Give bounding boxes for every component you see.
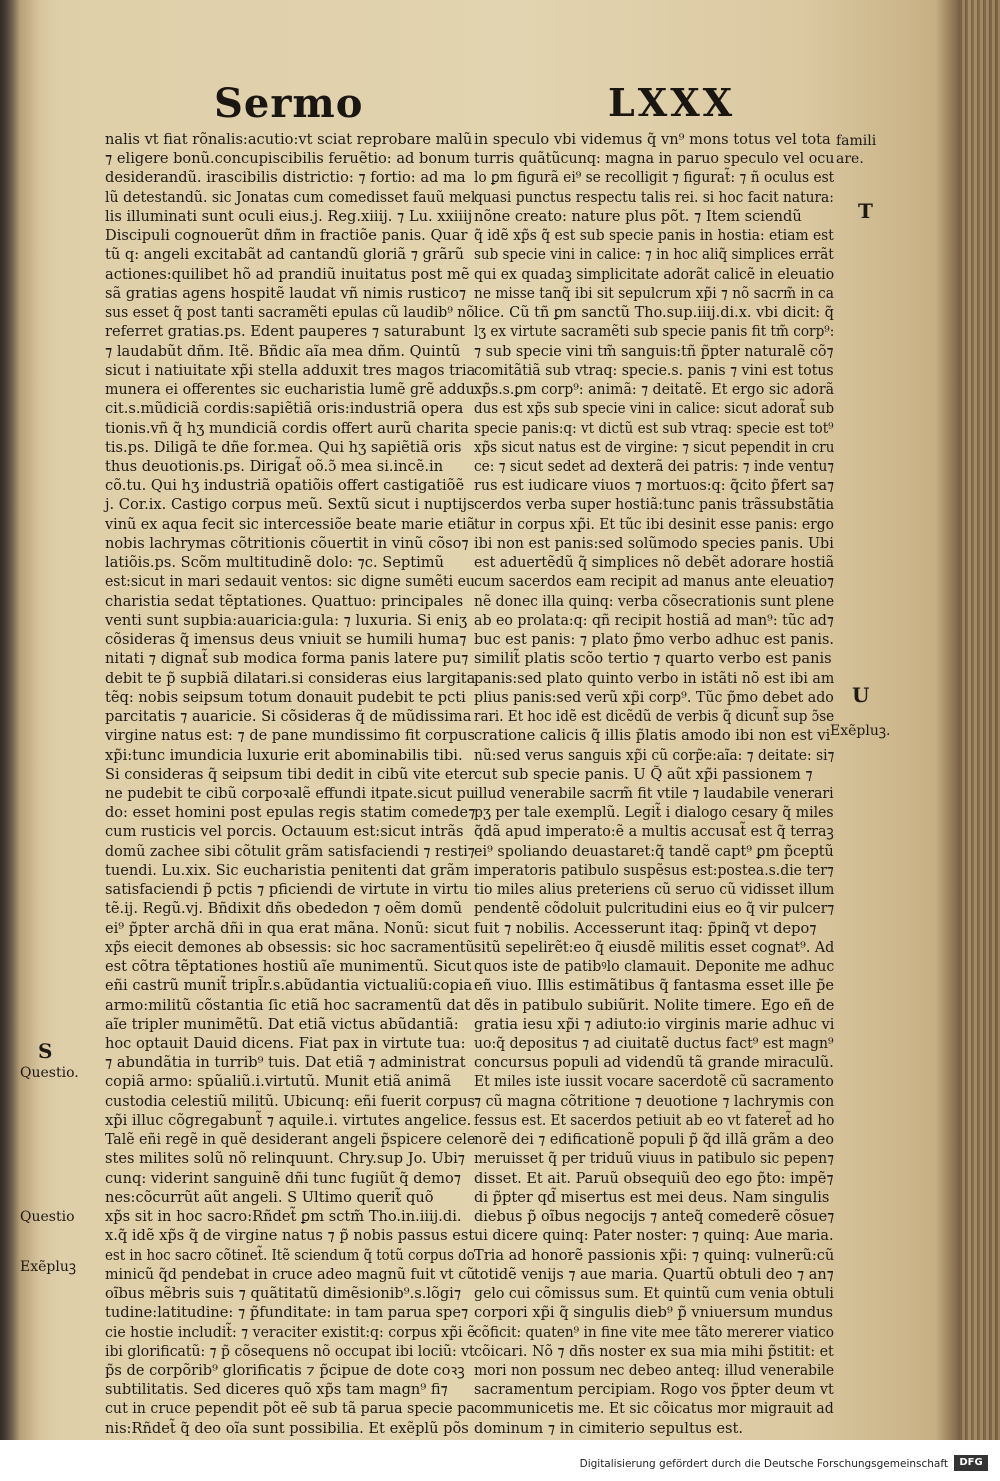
dfg-logo: DFG bbox=[954, 1455, 988, 1471]
text-line: q̃dã apud imperato:ẽ a multis accusat̃ est q̃ terraꝫ bbox=[474, 823, 834, 841]
text-line: ce: ⁊ sicut sedet ad dexterã dei patris: ⁊ inde ventu⁊ bbox=[474, 457, 835, 475]
text-line: in speculo vbi videmus q̃ vn⁹ mons totus vel tota bbox=[474, 131, 831, 148]
text-line: cõ.tu. Qui hʒ industriã opatiõis offert castigatiõẽ bbox=[105, 477, 465, 495]
text-line: mori non possum nec debeo anteq: illud venerabile bbox=[474, 1362, 835, 1379]
text-line: custodia celestiũ militũ. Ubicunq: eñi fuerit corpus bbox=[105, 1092, 475, 1110]
text-line: meruisset q̃ per triduũ viuus in patibulo sic pepen⁊ bbox=[474, 1150, 835, 1168]
text-line: rari. Et hoc idẽ est dicẽdũ de verbis q̃ dicunt̃ sup ɔ̃se bbox=[474, 708, 835, 726]
text-line: q̃ idẽ xp̃s q̃ est sub specie panis in hostia: etiam est bbox=[474, 227, 834, 245]
text-line: pʒ per tale exemplũ. Legit̃ i dialogo cesary q̃ miles bbox=[474, 804, 834, 822]
text-line: specie panis:q: vt dictũ est sub vtraq: specie est tot⁹ bbox=[474, 419, 834, 437]
text-line: ne pudebit te cibũ corpoꝛalẽ effundi itpate.sicut pu bbox=[105, 784, 476, 802]
text-line: ne misse tanq̃ ibi sit sepulcrum xp̃i ⁊ nõ sacrm̃ in ca bbox=[474, 284, 834, 302]
text-line: xp̃s sicut natus est de virgine: ⁊ sicut pependit in cru bbox=[474, 438, 835, 456]
text-line: ⁊ abundãtia in turrib⁹ tuis. Dat etiã ⁊ administrat bbox=[105, 1054, 466, 1072]
text-line: ⁊ sub specie vini tm̃ sanguis:tñ p̃pter naturalẽ cõ⁊ bbox=[474, 342, 834, 360]
text-line: tũ q: angeli excitabãt ad cantandũ gloriã ⁊ grãrũ bbox=[105, 246, 465, 264]
text-line: j. Cor.ix. Castigo corpus meũ. Sextũ sicut i nuptijs bbox=[105, 496, 475, 514]
text-line: cõsideras q̃ imensus deus vniuit se humili huma⁊ bbox=[105, 631, 467, 649]
text-line: minicũ q̃d pendebat in cruce adeo magnũ fuit vt cũ bbox=[105, 1265, 476, 1283]
margin-note-questio-2: Questio bbox=[20, 1209, 75, 1225]
text-line: actiones:quilibet hõ ad prandiũ inuitatus post mẽ bbox=[105, 265, 470, 283]
text-line: xp̃s eiecit demones ab obsessis: sic hoc sacramentũ bbox=[105, 938, 475, 956]
text-line: eñ viuo. Illis estimãtibus q̃ fantasma esset ille p̃e bbox=[474, 977, 835, 995]
text-line: cerdos verba super hostiã:tunc panis trãssubstãtia bbox=[474, 496, 835, 514]
text-line: cõficit: quaten⁹ in fine vite mee tãto mererer viatico bbox=[474, 1323, 834, 1341]
text-line: dominum ⁊ in cimiterio sepultus est. bbox=[474, 1419, 743, 1437]
text-line: ui dicere quinq: Pater noster: ⁊ quinq: Aue maria. bbox=[474, 1227, 834, 1245]
text-line: tuendi. Lu.xix. Sic eucharistia penitenti dat grãm bbox=[105, 861, 470, 879]
text-line: do: esset homini post epulas regis statim comede⁊ bbox=[105, 804, 476, 822]
text-line: est in hoc sacro cõtinet̃. Itẽ sciendum q̃ totũ corpus do bbox=[105, 1246, 475, 1264]
text-line: similit̃ platis scõo tertio ⁊ quarto verbo est panis bbox=[474, 650, 832, 668]
text-line: aĩe tripler munimẽtũ. Dat etiã victus abũdantiã: bbox=[105, 1015, 459, 1033]
text-line: xp̃s.s.ꝑm corp⁹: animã: ⁊ deitatẽ. Et ergo sic adorã bbox=[474, 381, 835, 399]
text-column-right bbox=[474, 130, 835, 1437]
text-line: corpori xp̃i q̃ singulis dieb⁹ p̃ vniuersum mundus bbox=[474, 1304, 833, 1322]
text-line: copiã armo: spũaliũ.i.virtutũ. Munit etiã animã bbox=[105, 1073, 452, 1091]
text-line: satisfaciendi p̃ pctis ⁊ pficiendi de virtute in virtu bbox=[105, 881, 469, 899]
text-line: cum sacerdos eam recipit ad manus ante eleuatio⁊ bbox=[474, 573, 835, 591]
text-line: cum rusticis vel porcis. Octauum est:sicut intrãs bbox=[105, 823, 464, 841]
text-line: sicut i natiuitate xp̃i stella adduxit tres magos tria bbox=[105, 361, 476, 379]
text-line: tionis.vñ q̃ hʒ mundiciã cordis offert aurũ charita bbox=[105, 419, 469, 437]
text-line: diebus p̃ oĩbus negocijs ⁊ anteq̃ comederẽ cõsue⁊ bbox=[474, 1208, 835, 1226]
text-line: charistia sedat tẽptationes. Quattuo: principales bbox=[105, 592, 464, 610]
text-line: gratia iesu xp̃i ⁊ adiuto:io virginis marie adhuc vi bbox=[474, 1015, 835, 1033]
text-line: gelo cui cõmissus sum. Et quintũ cum venia obtuli bbox=[474, 1285, 834, 1303]
text-line: pendentẽ cõdoluit pulcritudini eius eo q̃ vir pulcer⁊ bbox=[474, 900, 835, 918]
text-line: lo ꝑm figurã ei⁹ se recolligit ⁊ figurat̃: ⁊ ñ oculus est bbox=[474, 169, 835, 187]
text-line: xp̃s sit in hoc sacro:Rñdet̃ ꝑm sctm̃ Tho.in.iiij.di. bbox=[105, 1208, 462, 1226]
margin-note-line: famili bbox=[836, 133, 877, 149]
text-line: cõicari. Nõ ⁊ dñs noster ex sua mia mihi p̃stitit: et bbox=[474, 1342, 834, 1360]
text-line: sus esset q̃ post tanti sacramẽti epulas cũ laudib⁹ nõ bbox=[105, 304, 475, 322]
text-line: tis.ps. Diligã te dñe for.mea. Qui hʒ sapiẽtiã oris bbox=[105, 438, 462, 456]
running-header-right: LXXX bbox=[608, 80, 736, 125]
text-line: cit.s.mũdiciã cordis:sapiẽtiã oris:industriã opera bbox=[105, 400, 464, 418]
text-column-left bbox=[105, 130, 476, 1437]
text-line: fessus est. Et sacerdos petiuit ab eo vt fateret̃ ad ho bbox=[474, 1111, 835, 1129]
text-line: munera ei offerentes sic eucharistia lumẽ grẽ addu bbox=[105, 381, 475, 399]
text-line: domũ zachee sibi cõtulit grãm satisfaciendi ⁊ resti⁊ bbox=[105, 842, 475, 860]
text-line: quasi punctus respectu talis rei. si hoc facit natura: bbox=[474, 188, 834, 206]
text-line: qui ex quadaꝫ simplicitate adorãt calicẽ in eleuatio bbox=[474, 265, 835, 283]
text-line: virgine natus est: ⁊ de pane mundissimo fit corpus bbox=[105, 727, 475, 745]
running-header-left: Sermo bbox=[214, 80, 364, 127]
text-line: totidẽ venijs ⁊ aue maria. Quartũ obtuli deo ⁊ an⁊ bbox=[474, 1265, 834, 1283]
text-line: dus est xp̃s sub specie vini in calice: sicut adorat̃ sub bbox=[474, 400, 835, 418]
text-line: est cõtra tẽptationes hostiũ aĩe munimentũ. Sicut bbox=[105, 958, 472, 976]
margin-note-example: Exẽpluꝫ. bbox=[830, 723, 891, 739]
text-line: sub specie vini in calice: ⁊ in hoc aliq̃ simplices errãt bbox=[474, 246, 834, 264]
text-line: venti sunt supbia:auaricia:gula: ⁊ luxuria. Si eniʒ bbox=[105, 611, 468, 629]
page-edge bbox=[960, 0, 1000, 1440]
text-line: cie hostie includit̃: ⁊ veraciter existit:q: corpus xp̃i ẽ bbox=[105, 1323, 476, 1341]
margin-letter-t: T bbox=[858, 199, 873, 223]
text-line: lis illuminati sunt oculi eius.j. Reg.xiiij. ⁊ Lu. xxiiij bbox=[105, 207, 473, 225]
text-line: referret gratias.ps. Edent pauperes ⁊ saturabunt bbox=[105, 323, 465, 341]
margin-note-example-left: Exẽpluꝫ bbox=[20, 1259, 77, 1275]
text-line: oĩbus mẽbris suis ⁊ quãtitatũ dimẽsionib⁹.s.lõgi⁊ bbox=[105, 1285, 462, 1303]
text-line: est aduertẽdũ q̃ simplices nõ debẽt adorare hostiã bbox=[474, 554, 835, 572]
text-line: dẽs in patibulo subiũrit. Nolite timere. Ego eñ de bbox=[474, 996, 835, 1014]
text-line: nitati ⁊ dignat̃ sub modica forma panis latere pu⁊ bbox=[105, 650, 469, 668]
text-line: debit te p̃ supbiã dilatari.si consideras eius largita bbox=[105, 669, 476, 687]
text-line: tur in corpus xp̃i. Et tũc ibi desinit esse panis: ergo bbox=[474, 515, 834, 533]
text-line: xp̃i:tunc imundicia luxurie erit abominabilis tibi. bbox=[105, 746, 463, 764]
text-line: p̃s de corpõrib⁹ glorificatis ⁊ p̃cipue de dote coꝛꝫ bbox=[105, 1362, 465, 1379]
text-line: concursus populi ad videndũ tã grande miraculũ. bbox=[474, 1054, 834, 1072]
text-line: nis:Rñdet̃ q̃ deo oĩa sunt possibilia. Et exẽplũ põs bbox=[105, 1419, 469, 1437]
text-line: eñi castrũ munit̃ tripl̃r.s.abũdantia victualiũ:copia bbox=[105, 977, 473, 995]
text-line: hoc optauit Dauid dicens. Fiat pax in virtute tua: bbox=[105, 1035, 466, 1053]
text-line: Discipuli cognouerũt dñm in fractiõe panis. Quar bbox=[105, 227, 468, 245]
text-line: stes milites solũ nõ relinquunt. Chry.sup Jo. Ubi⁊ bbox=[105, 1150, 465, 1168]
text-line: lice. Cũ tñ ꝑm sanctũ Tho.sup.iiij.di.x. vbi dicit: q̃ bbox=[474, 304, 834, 322]
text-line: quos iste de patibꝰlo clamauit. Deponite me adhuc bbox=[474, 958, 835, 976]
text-line: tẽq: nobis seipsum totum donauit pudebit te pcti bbox=[105, 688, 466, 706]
text-line: fuit ⁊ nobilis. Accesserunt itaq: p̃pinq̃ vt depo⁊ bbox=[474, 919, 817, 937]
text-line: norẽ dei ⁊ edificationẽ populi p̃ q̃d illã grãm a deo bbox=[474, 1131, 834, 1149]
text-line: lũ detestandũ. sic Jonatas cum comedisset fauũ mel bbox=[105, 188, 476, 206]
text-line: nũ:sed verus sanguis xp̃i cũ corp̃e:aĩa: ⁊ deitate: si⁊ bbox=[474, 746, 835, 764]
text-line: panis:sed plato quinto verbo in istãti nõ est ibi am bbox=[474, 669, 835, 687]
text-line: est:sicut in mari sedauit ventos: sic digne sumẽti eu bbox=[105, 573, 475, 591]
text-line: tẽ.ij. Regũ.vj. Bñdixit dñs obededon ⁊ oẽm domũ bbox=[105, 900, 463, 918]
text-line: illud venerabile sacrm̃ fit vtile ⁊ laudabile venerari bbox=[474, 784, 834, 802]
text-line: imperatoris patibulo suspẽsus est:postea.s.die ter⁊ bbox=[474, 861, 834, 879]
margin-note-line: are. bbox=[836, 151, 864, 167]
text-line: parcitatis ⁊ auaricie. Si cõsideras q̃ de mũdissima bbox=[105, 708, 472, 726]
text-line: di p̃pter qd̃ misertus est mei deus. Nam singulis bbox=[474, 1188, 830, 1206]
text-line: buc est panis: ⁊ plato p̃mo verbo adhuc est panis. bbox=[474, 631, 834, 649]
text-line: ei⁹ spoliando deuastaret:q̃ tandẽ capt⁹ ꝑm p̃ceptũ bbox=[474, 842, 834, 860]
text-line: armo:militũ cõstantia ſic etiã hoc sacramentũ dat bbox=[105, 996, 471, 1014]
text-line: comitãtiã sub vtraq: specie.s. panis ⁊ vini est totus bbox=[474, 361, 834, 379]
text-line: tudine:latitudine: ⁊ p̃funditate: in tam parua spe⁊ bbox=[105, 1304, 469, 1322]
text-line: rus est iudicare viuos ⁊ mortuos:q: q̃cito p̃fert sa⁊ bbox=[474, 477, 835, 495]
text-line: ab eo prolata:q: qñ recipit hostiã ad man⁹: tũc ad⁊ bbox=[474, 611, 834, 629]
text-line: sacramentum percipiam. Rogo vos p̃pter deum vt bbox=[474, 1381, 834, 1399]
text-line: ei⁹ p̃pter archã dñi in qua erat mãna. Nonũ: sicut bbox=[105, 919, 470, 937]
margin-letter-u: U bbox=[852, 683, 870, 707]
text-line: ibi non est panis:sed solũmodo species panis. Ubi bbox=[474, 534, 834, 552]
text-line: cratione calicis q̃ illis p̃latis amodo ibi non est vi bbox=[474, 727, 831, 745]
margin-note-questio: Questio. bbox=[20, 1065, 79, 1081]
text-line: tio miles alius preteriens cũ seruo cũ vidisset illum bbox=[474, 881, 835, 899]
text-line: nes:cõcurrũt aũt angeli. S Ultimo querit̃ quõ bbox=[105, 1188, 434, 1206]
text-line: nẽ donec illa quinq: verba cõsecrationis sunt plene bbox=[474, 592, 835, 610]
text-line: lʒ ex virtute sacramẽti sub specie panis fit tm̃ corp⁹: bbox=[474, 323, 835, 341]
text-line: communicetis me. Et sic cõicatus mor migrauit ad bbox=[474, 1400, 834, 1418]
margin-letter-s: S bbox=[38, 1039, 53, 1063]
text-line: nobis lachrymas cõtritionis cõuertit in vinũ cõso⁊ bbox=[105, 534, 469, 552]
text-line: desiderandũ. irascibilis districtio: ⁊ fortio: ad ma bbox=[105, 169, 466, 187]
text-line: Talẽ eñi regẽ in quẽ desiderant angeli p̃spicere cele bbox=[105, 1131, 476, 1149]
text-line: disset. Et ait. Paruũ obsequiũ deo ego p̃to: impẽ⁊ bbox=[474, 1169, 834, 1187]
text-line: x.q̃ idẽ xp̃s q̃ de virgine natus ⁊ p̃ nobis passus est bbox=[105, 1227, 475, 1245]
text-line: ibi glorificatũ: ⁊ p̃ cõsequens nõ occupat ibi lociũ: vt bbox=[105, 1342, 475, 1360]
margin-note-familiare bbox=[836, 132, 876, 168]
text-line: ⁊ laudabũt dñm. Itẽ. Bñdic aĩa mea dñm. Quintũ bbox=[105, 342, 461, 360]
text-line: plius panis:sed verũ xp̃i corp⁹. Tũc p̃mo debet ado bbox=[474, 688, 834, 706]
text-line: nalis vt fiat rõnalis:acutio:vt sciat reprobare malũ bbox=[105, 131, 473, 148]
text-line: uo:q̃ depositus ⁊ ad ciuitatẽ ductus fact⁹ est magn⁹ bbox=[474, 1035, 834, 1053]
text-line: turris quãtũcunq: magna in paruo speculo vel ocu bbox=[474, 150, 835, 168]
text-line: cut in cruce pependit põt eẽ sub tã parua specie pa bbox=[105, 1400, 475, 1418]
text-line: cunq: viderint sanguinẽ dñi tunc fugiũt q̃ demo⁊ bbox=[105, 1169, 462, 1187]
text-line: sitũ sepelirẽt:eo q̃ eiusdẽ militis esset cognat⁹. Ad bbox=[474, 938, 835, 956]
text-line: sã gratias agens hospitẽ laudat vñ nimis rustico⁊ bbox=[105, 284, 467, 302]
text-line: cut sub specie panis. U Q̃ aũt xp̃i passionem ⁊ bbox=[474, 765, 813, 783]
footer-credit: Digitalisierung gefördert durch die Deutsche Forschungsgemeinschaft bbox=[579, 1458, 948, 1470]
text-line: ⁊ eligere bonũ.concupiscibilis feruẽtio: ad bonum bbox=[105, 150, 470, 168]
text-line: vinũ ex aqua fecit sic intercessiõe beate marie etiã bbox=[105, 515, 476, 533]
text-line: Si consideras q̃ seipsum tibi dedit in cibũ vite eter bbox=[105, 765, 475, 783]
text-line: thus deuotionis.ps. Dirigat̃ oõ.ɔ̃ mea si.incẽ.in bbox=[105, 457, 444, 475]
text-line: ⁊ cũ magna cõtritione ⁊ deuotione ⁊ lachrymis con bbox=[474, 1092, 835, 1110]
text-line: subtilitatis. Sed diceres quõ xp̃s tam magn⁹ fi⁊ bbox=[105, 1381, 448, 1399]
text-line: nõne creato: nature plus põt. ⁊ Item sciendũ bbox=[474, 207, 802, 225]
text-line: latiõis.ps. Scõm multitudinẽ dolo: ⁊c. Septimũ bbox=[105, 554, 444, 572]
text-line: Et miles iste iussit vocare sacerdotẽ cũ sacramento bbox=[474, 1073, 834, 1091]
text-line: xp̃i illuc cõgregabunt̃ ⁊ aquile.i. virtutes angelice. bbox=[105, 1111, 472, 1129]
text-line: Tria ad honorẽ passionis xp̃i: ⁊ quinq: vulnerũ:cũ bbox=[474, 1246, 835, 1264]
